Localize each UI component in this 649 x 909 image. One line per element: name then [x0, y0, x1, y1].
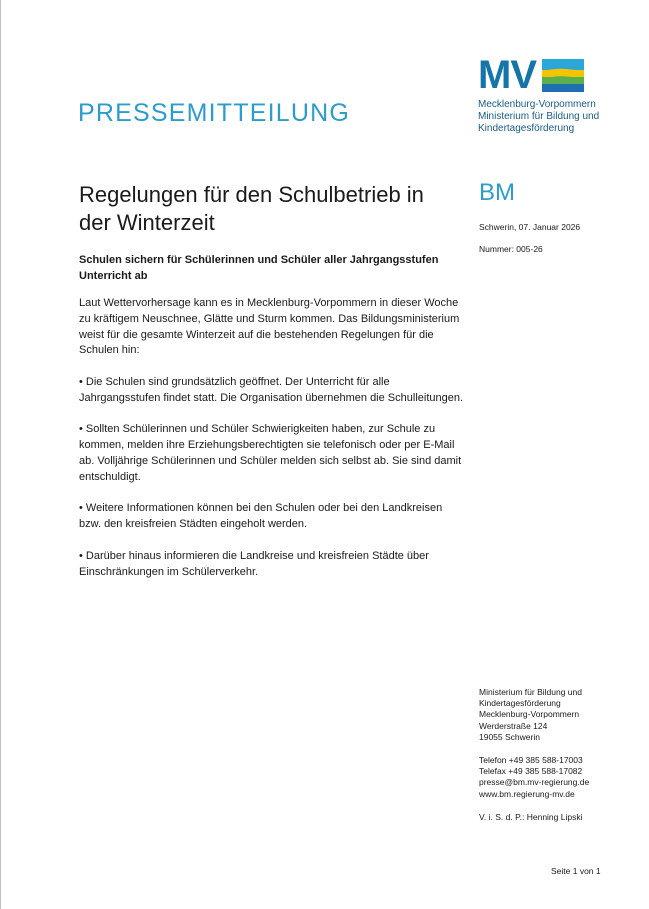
contact-city: 19055 Schwerin: [479, 731, 540, 742]
body-intro: Laut Wettervorhersage kann es in Mecklenburg-Vorpommern in dieser Woche zu kräftigem Neuschnee, Glätte und Sturm kommen. Das Bildungsministerium weist für die gesamte Winterzeit auf die bestehenden Regelungen für die Schulen hin:: [79, 297, 460, 357]
release-title: Regelungen für den Schulbetrieb in der Winterzeit: [79, 182, 424, 235]
contact-email: presse@bm.mv-regierung.de: [479, 777, 590, 788]
logo-text: [478, 99, 608, 135]
landscape-flag-icon: [542, 59, 584, 92]
bm-mark: BM: [479, 179, 515, 206]
body-bullet-transport: • Darüber hinaus informieren die Landkreise und kreisfreien Städte über Einschränkungen im Schülerverkehr.: [79, 549, 429, 578]
contact-visdp: V. i. S. d. P.: Henning Lipski: [479, 811, 583, 822]
contact-website: www.bm.regierung-mv.de: [479, 788, 575, 799]
contact-block: [479, 687, 629, 823]
contact-org-line-2: Kindertagesförderung: [479, 698, 561, 709]
logo-mark: MV: [478, 53, 536, 97]
contact-org-line-3: Mecklenburg-Vorpommern: [479, 709, 580, 720]
logo-line-ministry: Ministerium für Bildung und: [478, 111, 600, 122]
release-number: Nummer: 005-26: [479, 244, 543, 254]
body-bullet-absence: • Sollten Schülerinnen und Schüler Schwierigkeiten haben, zur Schule zu kommen, melden ihre Erziehungsberechtigten sie telefonisch oder per E-Mail ab. Volljährige Schülerinnen und Schüler melden sich selbst ab. Sie sind damit entschuldigt.: [79, 423, 462, 483]
logo-line-state: Mecklenburg-Vorpommern: [478, 99, 596, 110]
contact-fax: Telefax +49 385 588-17082: [479, 766, 583, 777]
body-bullet-information: • Weitere Informationen können bei den Schulen oder bei den Landkreisen bzw. den kreisfreien Städten eingeholt werden.: [79, 502, 443, 531]
contact-org-line-1: Ministerium für Bildung und: [479, 687, 582, 697]
contact-phone: Telefon +49 385 588-17003: [479, 755, 583, 766]
contact-street: Werderstraße 124: [479, 720, 548, 731]
logo-line-department: Kindertagesförderung: [478, 123, 575, 134]
page-edge-divider: [0, 0, 1, 909]
page-number: Seite 1 von 1: [551, 866, 601, 876]
mv-ministry-logo: [478, 53, 608, 135]
body-bullet-schools-open: • Die Schulen sind grundsätzlich geöffnet. Der Unterricht für alle Jahrgangsstufen findet statt. Die Organisation übernehmen die Schulleitungen.: [79, 375, 464, 404]
release-subtitle: Schulen sichern für Schülerinnen und Schüler aller Jahrgangsstufen Unterricht ab: [79, 254, 439, 282]
release-date: Schwerin, 07. Januar 2026: [479, 222, 581, 232]
press-release-heading: PRESSEMITTEILUNG: [78, 99, 351, 127]
release-body: [79, 296, 465, 596]
